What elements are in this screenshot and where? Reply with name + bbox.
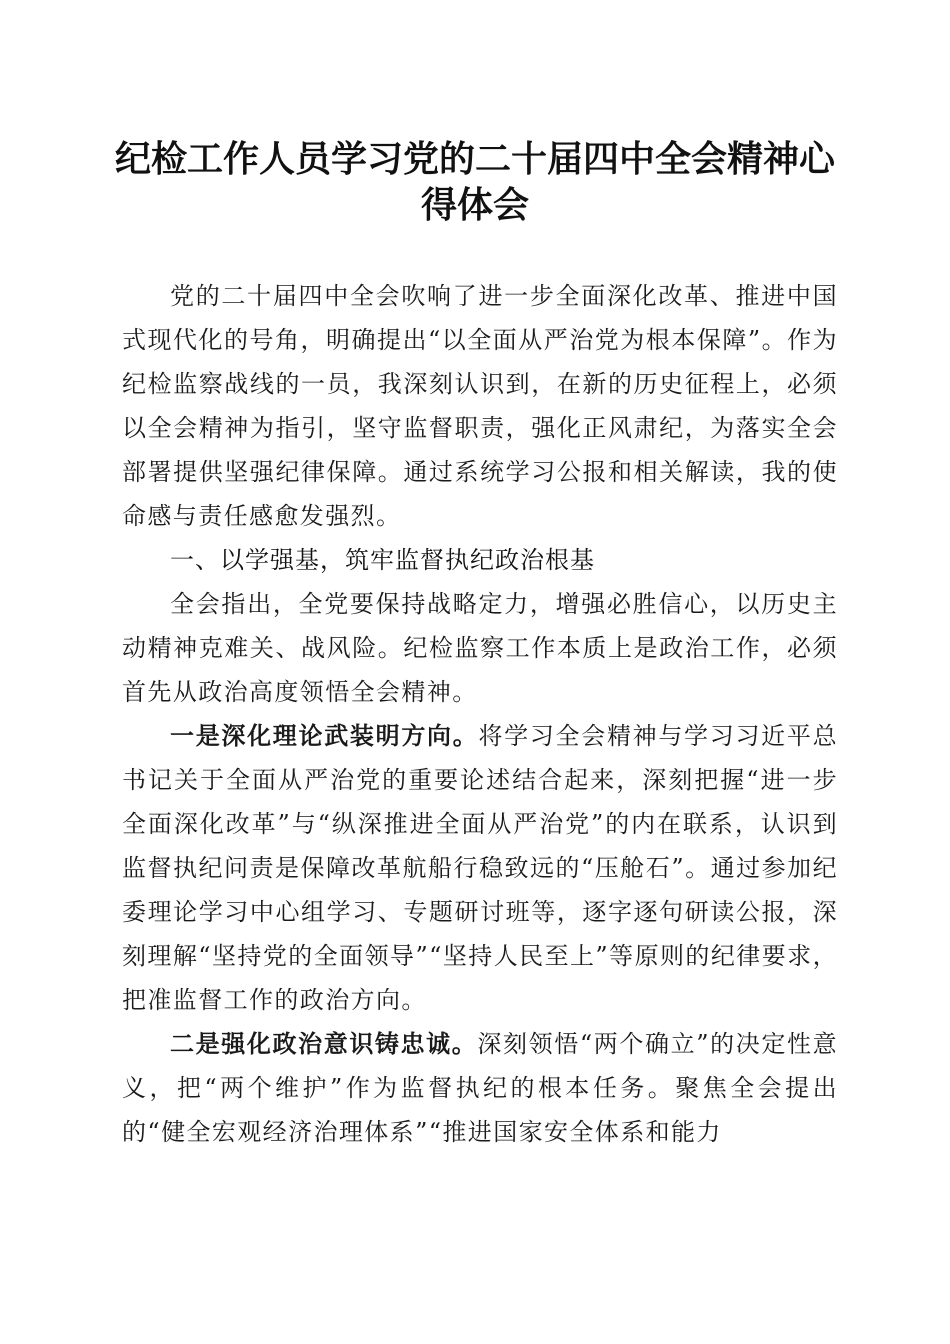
section-paragraph: 全会指出，全党要保持战略定力，增强必胜信心，以历史主动精神克难关、战风险。纪检监察工作本质上是政治工作，必须首先从政治高度领悟全会精神。 — [122, 590, 838, 706]
point-two-paragraph — [122, 1022, 838, 1154]
point-two-lead: 二是强化政治意识铸忠诚。 — [170, 1030, 478, 1058]
document-body — [122, 274, 838, 1154]
point-one-text: 将学习全会精神与学习习近平总书记关于全面从严治党的重要论述结合起来，深刻把握“进一步全面深化改革”与“纵深推进全面从严治党”的内在联系，认识到监督执纪问责是保障改革航船行稳致远的“压舱石”。通过参加纪委理论学习中心组学习、专题研讨班等，逐字逐句研读公报，深刻理解“坚持党的全面领导”“坚持人民至上”等原则的纪律要求，把准监督工作的政治方向。 — [122, 722, 838, 1014]
intro-paragraph: 党的二十届四中全会吹响了进一步全面深化改革、推进中国式现代化的号角，明确提出“以全面从严治党为根本保障”。作为纪检监察战线的一员，我深刻认识到，在新的历史征程上，必须以全会精神为指引，坚守监督职责，强化正风肃纪，为落实全会部署提供坚强纪律保障。通过系统学习公报和相关解读，我的使命感与责任感愈发强烈。 — [122, 282, 838, 530]
point-one-lead: 一是深化理论武装明方向。 — [170, 722, 479, 750]
point-two-text: 深刻领悟“两个确立”的决定性意义，把“两个维护”作为监督执纪的根本任务。聚焦全会提出的“健全宏观经济治理体系”“推进国家安全体系和能力 — [122, 1030, 838, 1146]
point-one-paragraph — [122, 714, 838, 1022]
section-heading: 一、以学强基，筑牢监督执纪政治根基 — [170, 546, 595, 574]
document-title: 纪检工作人员学习党的二十届四中全会精神心得体会 — [114, 138, 835, 226]
